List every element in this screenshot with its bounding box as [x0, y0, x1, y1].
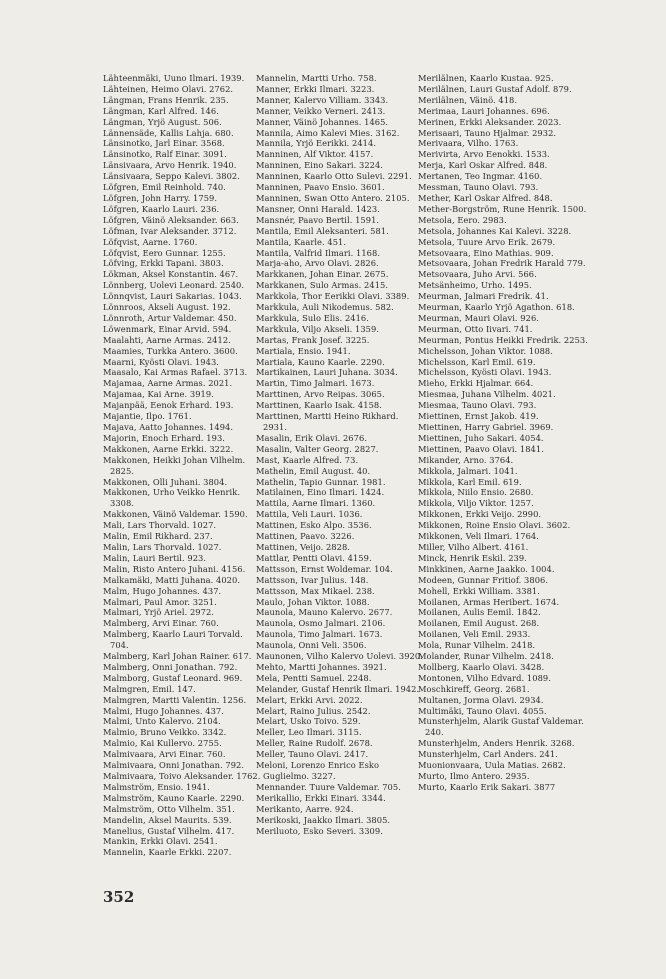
index-entry: Mikkola, Niilo Ensio. 2680. [418, 487, 534, 498]
index-entry: Malin, Risto Antero Juhani. 4156. [103, 563, 246, 574]
index-entry: Malmio, Bruno Veikko. 3342. [103, 727, 227, 738]
index-entry: Maunola, Onni Veli. 3506. [256, 640, 367, 651]
index-entry: Mertanen, Teo Ingmar. 4160. [418, 171, 543, 182]
index-entry: Lönnroos, Akseli August. 192. [103, 302, 231, 313]
index-entry: Mankin, Erkki Olavi. 2541. [103, 836, 218, 847]
index-entry: Maunola, Osmo Jalmari. 2106. [256, 618, 386, 629]
index-entry: Markkanen, Sulo Armas. 2415. [256, 280, 389, 291]
index-entry: Mattsson, Max Mikael. 238. [256, 585, 375, 596]
index-entry: Mikkola, Viljo Viktor. 1257. [418, 498, 534, 509]
index-entry: Majava, Aatto Johannes. 1494. [103, 422, 234, 432]
index-entry: Lökman, Aksel Konstantin. 467. [103, 269, 239, 280]
index-entry: Metsola, Tuure Arvo Erik. 2679. [418, 236, 556, 247]
index-column-middle [256, 73, 424, 836]
index-entry: Lönnroth, Artur Valdemar. 450. [103, 312, 237, 323]
index-entry: Maulo, Johan Viktor. 1088. [256, 596, 370, 607]
index-entry: Malmgren, Emil. 147. [103, 683, 196, 694]
index-entry: Malkamäki, Matti Juhana. 4020. [103, 574, 241, 585]
index-entry: Mast, Kaarle Alfred. 73. [256, 454, 359, 465]
index-entry: Makkonen, Väinö Valdemar. 1590. [103, 509, 248, 520]
index-entry: Manelius, Gustaf Vilhelm. 417. [103, 825, 235, 836]
index-entry: Mikkonen, Roine Ensio Olavi. 3602. [418, 520, 571, 531]
index-entry: Mathelin, Emil August. 40. [256, 465, 371, 476]
index-entry: Lähteenmäki, Uuno Ilmari. 1939. [103, 73, 245, 83]
index-entry: Löfgren, John Harry. 1759. [103, 192, 218, 203]
index-entry: Munsterhjelm, Alarik Gustaf Valdemar. 240. [418, 716, 584, 738]
index-entry: Malmivaara, Toivo Aleksander. 1762. [103, 771, 261, 781]
index-entry: Moschkireff, Georg. 2681. [418, 683, 530, 694]
index-entry: Malmi, Hugo Johannes. 437. [103, 705, 224, 716]
index-entry: Messman, Tauno Olavi. 793. [418, 182, 539, 193]
index-entry: Michelsson, Karl Emil. 619. [418, 356, 536, 367]
index-entry: Löfqvist, Eero Gunnar. 1255. [103, 247, 226, 258]
index-entry: Merikanto, Aarre. 924. [256, 803, 354, 814]
index-entry: Marttinen, Martti Heino Rikhard. 2931. [256, 411, 399, 432]
index-entry: Mikkola, Jalmari. 1041. [418, 465, 518, 476]
index-entry: Meurman, Jalmari Fredrik. 41. [418, 291, 549, 302]
index-entry: Meller, Raine Rudolf. 2678. [256, 738, 373, 749]
index-entry: Maunola, Timo Jalmari. 1673. [256, 629, 383, 640]
index-entry: Mantila, Kaarle. 451. [256, 236, 347, 247]
index-entry: Meller, Leo Ilmari. 3115. [256, 727, 362, 738]
index-entry: Miettinen, Juho Sakari. 4054. [418, 432, 544, 443]
index-entry: Manner, Väinö Johannes. 1465. [256, 116, 389, 127]
index-entry: Munsterhjelm, Carl Anders. 241. [418, 749, 558, 760]
index-entry: Mansner, Onni Harald. 1423. [256, 203, 380, 214]
index-entry: Merilälnen, Lauri Gustaf Adolf. 879. [418, 83, 572, 94]
index-entry: Maalahti, Aarne Armas. 2412. [103, 334, 231, 345]
index-entry: Murto, Kaarlo Erik Sakari. 3877 [418, 781, 556, 792]
index-entry: Mikander, Arno. 3764. [418, 454, 514, 465]
index-entry: Masalin, Valter Georg. 2827. [256, 443, 379, 454]
index-entry: Miesmaa, Juhana Vilhelm. 4021. [418, 389, 556, 400]
index-entry: Meurman, Otto Iivari. 741. [418, 323, 533, 334]
index-entry: Melart, Usko Toivo. 529. [256, 716, 361, 727]
index-entry: Längman, Frans Henrik. 235. [103, 94, 229, 105]
index-entry: Lönnqvist, Lauri Sakarias. 1043. [103, 291, 242, 302]
index-entry: Metsovaara, Juho Arvi. 566. [418, 269, 537, 280]
index-entry: Martin, Timo Jalmari. 1673. [256, 378, 375, 389]
index-entry: Makkonen, Olli Juhani. 3804. [103, 476, 228, 487]
index-entry: Meurman, Pontus Heikki Fredrik. 2253. [418, 334, 588, 345]
index-entry: Mannelin, Kaarle Erkki. 2207. [103, 847, 232, 858]
index-entry: Metsola, Eero. 2983. [418, 214, 507, 225]
index-entry: Merisaari, Tauno Hjalmar. 2932. [418, 127, 557, 138]
index-entry: Majorin, Enoch Erhard. 193. [103, 432, 225, 443]
index-entry: Lähteinen, Heimo Olavi. 2762. [103, 83, 234, 94]
index-entry: Längman, Karl Alfred. 146. [103, 105, 219, 116]
index-entry: Munsterhjelm, Anders Henrik. 3268. [418, 738, 575, 749]
index-entry: Mathelin, Tapio Gunnar. 1981. [256, 476, 386, 487]
index-entry: Malmivaara, Onni Jonathan. 792. [103, 760, 245, 771]
index-entry: Melart, Raino Julius. 2542. [256, 705, 371, 716]
index-entry: Makkonen, Aarne Erkki. 3222. [103, 443, 234, 454]
index-entry: Merimaa, Lauri Johannes. 696. [418, 105, 550, 116]
index-entry: Merikallio, Erkki Einari. 3344. [256, 792, 386, 803]
index-entry: Malmborg, Gustaf Leonard. 969. [103, 672, 243, 683]
index-entry: Malmivaara, Arvi Einar. 760. [103, 749, 226, 760]
index-entry: Mattinen, Veijo. 2828. [256, 541, 350, 552]
index-entry: Maamies, Turkka Antero. 3600. [103, 345, 238, 356]
index-entry: Malmari, Paul Amor. 3251. [103, 596, 217, 607]
index-entry: Löfqvist, Aarne. 1760. [103, 236, 198, 247]
index-entry: Manninen, Kaarlo Otto Sulevi. 2291. [256, 171, 412, 182]
index-entry: Michelsson, Kyösti Olavi. 1943. [418, 367, 552, 378]
index-entry: Mattlar, Pentti Olavi. 4159. [256, 552, 372, 563]
index-entry: Mattila, Veli Lauri. 1036. [256, 509, 363, 520]
index-entry: Löfgren, Kaarlo Lauri. 236. [103, 203, 220, 214]
index-entry: Marttinen, Arvo Reipas. 3065. [256, 389, 385, 400]
index-entry: Löwenmark, Einar Arvid. 594. [103, 323, 232, 334]
index-entry: Merikoski, Jaakko Ilmari. 3805. [256, 814, 391, 825]
index-entry: Montonen, Vilho Edvard. 1089. [418, 672, 551, 683]
index-entry: Malmgren, Martti Valentin. 1256. [103, 694, 247, 705]
index-entry: Malmio, Kai Kullervo. 2755. [103, 738, 222, 749]
index-entry: Mantila, Emil Aleksanteri. 581. [256, 225, 389, 236]
index-entry: Mollberg, Kaarlo Olavi. 3428. [418, 661, 545, 672]
index-entry: Modeen, Gunnar Fritiof. 3806. [418, 574, 549, 585]
index-entry: Mandelin, Aksel Maurits. 539. [103, 814, 232, 825]
index-entry: Miettinen, Ernst Jakob. 419. [418, 411, 539, 422]
index-column-left [103, 73, 263, 858]
index-entry: Mantila, Valfrid Ilmari. 1168. [256, 247, 381, 258]
index-entry: Metsänheimo, Urho. 1495. [418, 280, 532, 291]
index-entry: Murto, Ilmo Antero. 2935. [418, 771, 530, 781]
index-entry: Malin, Emil Rikhard. 237. [103, 531, 213, 542]
index-entry: Merilälnen, Väinö. 418. [418, 94, 518, 105]
index-entry: Melart, Erkki Arvi. 2022. [256, 694, 363, 705]
index-entry: Meurman, Mauri Olavi. 926. [418, 312, 539, 323]
index-entry: Metsola, Johannes Kai Kalevi. 3228. [418, 225, 572, 236]
index-entry: Maasalo, Kai Armas Rafael. 3713. [103, 367, 248, 378]
index-entry: Länsivaara, Seppo Kalevi. 3802. [103, 171, 240, 182]
index-entry: Malmberg, Karl Johan Rainer. 617. [103, 651, 252, 662]
index-entry: Moilanen, Armas Heribert. 1674. [418, 596, 560, 607]
index-entry: Majamaa, Aarne Armas. 2021. [103, 378, 233, 389]
index-entry: Miesmaa, Tauno Olavi. 793. [418, 400, 537, 411]
index-entry: Martikainen, Lauri Juhana. 3034. [256, 367, 398, 378]
index-entry: Markkula, Auli Nikodemus. 582. [256, 302, 394, 313]
index-entry: Manner, Kalervo Villiam. 3343. [256, 94, 389, 105]
index-entry: Maarni, Kyösti Olavi. 1943. [103, 356, 219, 367]
index-entry: Lännensäde, Kallis Lahja. 680. [103, 127, 234, 138]
index-entry: Mannila, Aimo Kalevi Mies. 3162. [256, 127, 400, 138]
index-entry: Lönnberg, Uolevi Leonard. 2540. [103, 280, 245, 291]
index-entry: Moilanen, Aulis Eemil. 1842. [418, 607, 541, 618]
index-entry: Meurman, Kaarlo Yrjö Agathon. 618. [418, 302, 575, 313]
index-entry: Länsivaara, Arvo Henrik. 1940. [103, 160, 237, 171]
index-entry: Länsinotko, Jarl Einar. 3568. [103, 138, 225, 149]
index-entry: Mattsson, Ernst Woldemar. 104. [256, 563, 393, 574]
index-entry: Manninen, Paavo Ensio. 3601. [256, 182, 385, 193]
index-entry: Makkonen, Urho Veikko Henrik. 3308. [103, 487, 241, 509]
index-entry: Längman, Yrjö August. 506. [103, 116, 222, 127]
index-entry: Mattinen, Esko Alpo. 3536. [256, 520, 372, 531]
index-entry: Mannelin, Martti Urho. 758. [256, 73, 377, 83]
index-entry: Meloni, Lorenzo Enrico Esko Guglielmo. 3227. [256, 760, 380, 781]
index-entry: Mether, Karl Oskar Alfred. 848. [418, 192, 553, 203]
index-entry: Merilälnen, Kaarlo Kustaa. 925. [418, 73, 554, 83]
index-entry: Manninen, Alf Viktor. 4157. [256, 149, 374, 160]
index-entry: Muonionvaara, Uula Matias. 2682. [418, 760, 566, 771]
index-entry: Miettinen, Harry Gabriel. 3969. [418, 422, 554, 432]
index-entry: Miller, Vilho Albert. 4161. [418, 541, 529, 552]
index-entry: Malin, Lauri Bertil. 923. [103, 552, 207, 563]
index-entry: Malin, Lars Thorvald. 1027. [103, 541, 222, 552]
index-entry: Multimäki, Tauno Olavi. 4055. [418, 705, 547, 716]
index-entry: Mattila, Aarne Ilmari. 1360. [256, 498, 376, 509]
index-entry: Mehto, Martti Johannes. 3921. [256, 661, 387, 672]
index-entry: Martiala, Ensio. 1941. [256, 345, 351, 356]
index-entry: Löfgren, Emil Reinhold. 740. [103, 182, 226, 193]
index-entry: Multanen, Jorma Olavi. 2934. [418, 694, 544, 705]
index-entry: Maunola, Mauno Kalervo. 2677. [256, 607, 393, 618]
index-entry: Merinen, Erkki Aleksander. 2023. [418, 116, 562, 127]
index-entry: Manninen, Eino Sakari. 3224. [256, 160, 383, 171]
index-entry: Minkkinen, Aarne Jaakko. 1004. [418, 563, 555, 574]
index-entry: Moilanen, Emil August. 268. [418, 618, 540, 629]
index-entry: Makkonen, Heikki Johan Vilhelm. 2825. [103, 454, 246, 476]
index-entry: Markkula, Viljo Akseli. 1359. [256, 323, 380, 334]
index-entry: Malmberg, Kaarlo Lauri Torvald. 704. [103, 629, 243, 651]
index-entry: Löfman, Ivar Aleksander. 3712. [103, 225, 237, 236]
index-entry: Martiala, Kauno Kaarle. 2290. [256, 356, 385, 367]
index-entry: Mannila, Yrjö Eerikki. 2414. [256, 138, 377, 149]
index-entry: Malmström, Otto Vilhelm. 351. [103, 803, 235, 814]
index-entry: Mennander. Tuure Valdemar. 705. [256, 781, 401, 792]
index-entry: Meriluoto, Esko Severi. 3309. [256, 825, 383, 836]
index-entry: Mattinen, Paavo. 3226. [256, 531, 355, 542]
index-entry: Markkola, Thor Eerikki Olavi. 3389. [256, 291, 410, 302]
index-entry: Marttinen, Kaarlo Isak. 4158. [256, 400, 382, 411]
index-entry: Metsovaara, Johan Fredrik Harald 779. [418, 258, 586, 269]
index-entry: Markkula, Sulo Elis. 2416. [256, 312, 369, 323]
index-entry: Mikkonen, Veli Ilmari. 1764. [418, 531, 539, 542]
page-number: 352 [103, 888, 135, 906]
index-entry: Mattsson, Ivar Julius. 148. [256, 574, 369, 585]
index-entry: Malm, Hugo Johannes. 437. [103, 585, 222, 596]
index-column-right [418, 73, 594, 793]
index-entry: Michelsson, Johan Viktor. 1088. [418, 345, 553, 356]
index-entry: Malmberg, Arvi Einar. 760. [103, 618, 219, 629]
index-entry: Majamaa, Kai Arne. 3919. [103, 389, 214, 400]
index-entry: Mohell, Erkki William. 3381. [418, 585, 540, 596]
index-entry: Melander, Gustaf Henrik Ilmari. 1942. [256, 683, 420, 694]
index-entry: Meller, Tauno Olavi. 2417. [256, 749, 369, 760]
index-entry: Metsovaara, Eino Mathias. 909. [418, 247, 554, 258]
index-entry: Marja-aho, Arvo Olavi. 2826. [256, 258, 379, 269]
index-entry: Mola, Runar Vilhelm. 2418. [418, 640, 536, 651]
index-entry: Länsinotko, Ralf Einar. 3091. [103, 149, 227, 160]
index-entry: Majantie, Ilpo. 1761. [103, 411, 192, 422]
index-entry: Malmari, Yrjö Ariel. 2972. [103, 607, 214, 618]
index-entry: Löfgren, Väinö Aleksander. 663. [103, 214, 239, 225]
index-entry: Minck, Henrik Eskil. 239. [418, 552, 527, 563]
index-entry: Martas, Frank Josef. 3225. [256, 334, 370, 345]
index-entry: Mikkola, Karl Emil. 619. [418, 476, 522, 487]
index-entry: Mansnér, Paavo Bertil. 1591. [256, 214, 380, 225]
index-entry: Mikkonen, Erkki Veijo. 2990. [418, 509, 542, 520]
index-entry: Mieho, Erkki Hjalmar. 664. [418, 378, 534, 389]
index-entry: Malmström, Kauno Kaarle. 2290. [103, 792, 245, 803]
index-entry: Merivirta, Arvo Eenokki. 1533. [418, 149, 550, 160]
index-entry: Masalin, Erik Olavi. 2676. [256, 432, 367, 443]
index-entry: Majanpää, Eenok Erhard. 193. [103, 400, 234, 411]
index-entry: Moilanen, Veli Emil. 2933. [418, 629, 531, 640]
index-entry: Manninen, Swan Otto Antero. 2105. [256, 192, 410, 203]
index-entry: Malmi, Unto Kalervo. 2104. [103, 716, 221, 727]
index-entry: Mela, Pentti Samuel. 2248. [256, 672, 372, 683]
index-entry: Markkanen, Johan Einar. 2675. [256, 269, 389, 280]
index-entry: Mether-Borgström, Rune Henrik. 1500. [418, 203, 587, 214]
index-entry: Manner, Erkki Ilmari. 3223. [256, 83, 375, 94]
index-entry: Manner, Veikko Verneri. 2413. [256, 105, 386, 116]
index-entry: Merja, Karl Oskar Alfred. 848. [418, 160, 548, 171]
index-entry: Malmberg, Onni Jonathan. 792. [103, 661, 238, 672]
index-entry: Molander, Runar Vilhelm. 2418. [418, 651, 554, 662]
index-entry: Merivaara, Vilho. 1763. [418, 138, 519, 149]
index-entry: Malmström, Ensio. 1941. [103, 781, 210, 792]
index-entry: Mali, Lars Thorvald. 1027. [103, 520, 217, 531]
index-entry: Matilainen, Eino Ilmari. 1424. [256, 487, 385, 498]
index-entry: Miettinen, Paavo Olavi. 1841. [418, 443, 544, 454]
index-entry: Maunonen, Vilho Kalervo Uolevi. 3920. [256, 651, 423, 662]
index-entry: Löfving, Erkki Tapani. 3803. [103, 258, 224, 269]
